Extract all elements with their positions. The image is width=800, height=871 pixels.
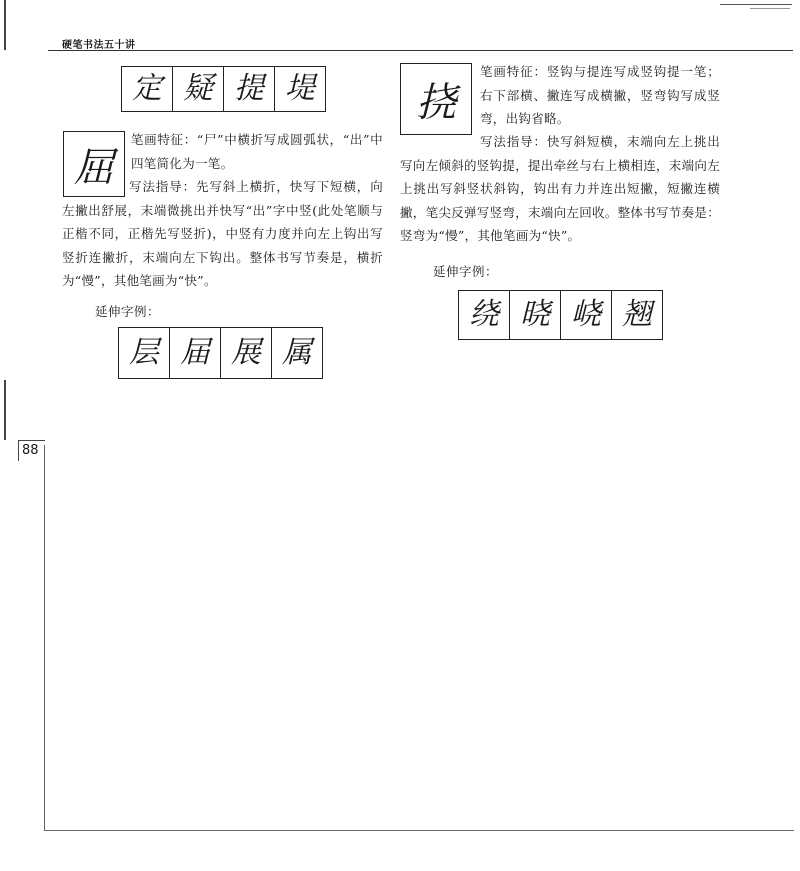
left-example-char: 属 [282, 335, 312, 370]
right-main-char: 挠 [416, 79, 456, 126]
margin-bar-bottom [4, 380, 6, 440]
page-frame-left [44, 445, 45, 830]
page-frame-bottom [44, 830, 794, 831]
left-example-label: 延伸字例： [95, 304, 161, 319]
left-title-char-row [121, 66, 326, 112]
left-title-char: 提 [224, 67, 275, 111]
left-feature-text [131, 128, 383, 175]
right-example-char: 翘 [622, 297, 652, 332]
right-example-label: 延伸字例： [433, 264, 499, 279]
right-guide-paragraph: 写法指导：快写斜短横，末端向左上挑出写向左倾斜的竖钩提，提出牵丝与右上横相连，末端向左上挑出写斜竖状斜钩，钩出有力并连出短撇，短撇连横撇，笔尖反弹写竖弯，末端向左回收。整体书写节奏是：竖弯为“慢”，其他笔画为“快”。 [400, 134, 721, 243]
right-feature-paragraph: 笔画特征：竖钩与提连写成竖钩提一笔；右下部横、撇连写成横撇，竖弯钩写成竖弯，出钩省略。 [480, 64, 720, 126]
corner-rule-short [750, 8, 790, 9]
left-example-char: 届 [170, 328, 221, 378]
margin-bar-top [4, 0, 6, 50]
running-header-title: 硬笔书法五十讲 [62, 40, 136, 51]
left-example-char: 层 [119, 328, 170, 378]
right-feature-text [480, 60, 720, 131]
left-title-char: 疑 [173, 67, 224, 111]
corner-rule [720, 4, 792, 5]
right-guide-text-block [400, 130, 720, 248]
left-title-char: 堤 [285, 71, 315, 106]
left-guide-paragraph: 写法指导：先写斜上横折，快写下短横，向左撇出舒展，末端微挑出并快写“出”字中竖(此处笔顺与正楷不同，正楷先写竖折)，中竖有力度并向左上钩出写竖折连撇折，末端向左下钩出。整体书写节奏是，横折为“慢”，其他笔画为“快”。 [62, 179, 383, 288]
header-rule [48, 50, 793, 51]
left-example-char: 展 [221, 328, 272, 378]
left-example-char-row [118, 327, 323, 379]
left-guide-text-block [62, 175, 383, 293]
left-title-char: 定 [122, 67, 173, 111]
right-example-char-row [458, 290, 663, 340]
left-main-char: 屈 [74, 144, 114, 191]
right-example-char: 绕 [459, 291, 510, 339]
right-main-char-box [400, 63, 472, 135]
right-example-char: 峣 [561, 291, 612, 339]
left-feature-paragraph: 笔画特征：“尸”中横折写成圆弧状，“出”中四笔简化为一笔。 [131, 132, 383, 171]
page-number: 88 [22, 443, 39, 458]
right-example-char: 晓 [510, 291, 561, 339]
